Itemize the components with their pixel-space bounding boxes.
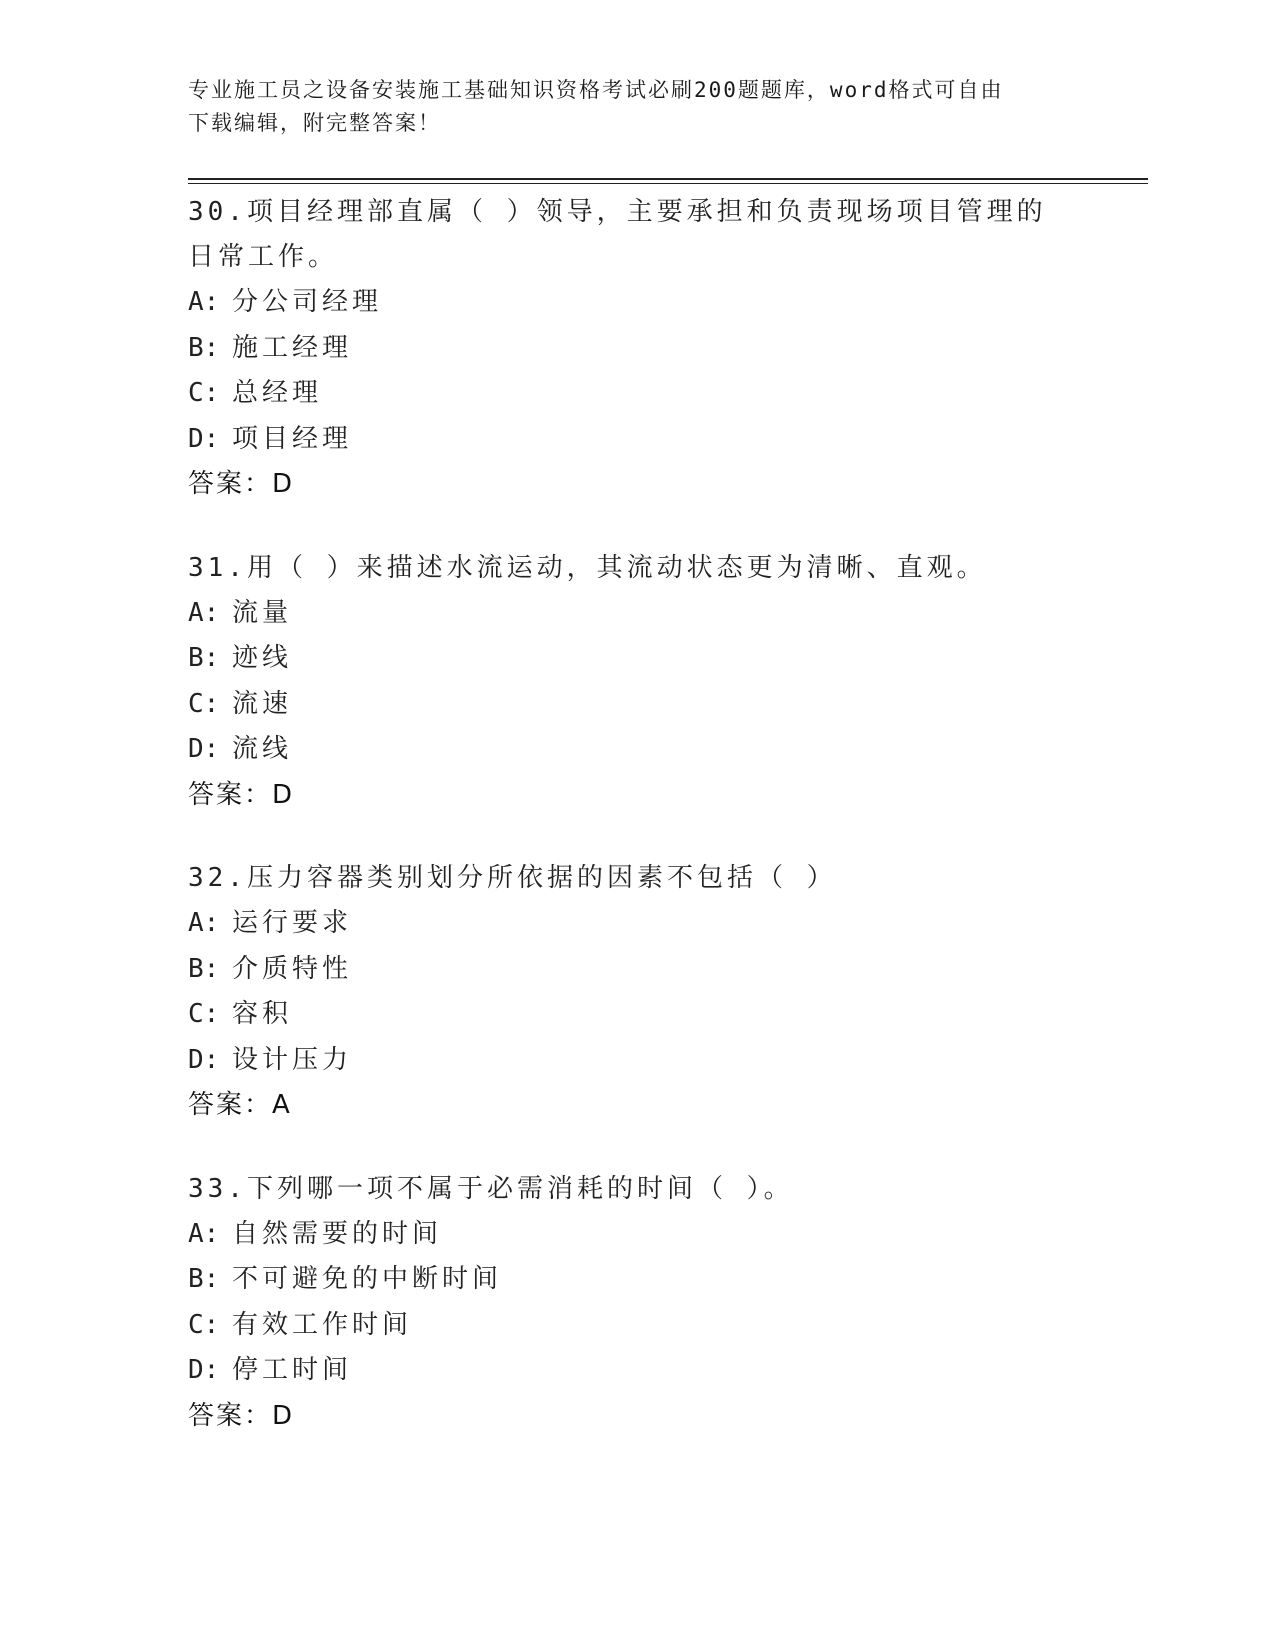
option-text: 设计压力: [232, 1044, 353, 1075]
answer-line: 答案：D: [188, 1400, 295, 1431]
option-c: [188, 371, 1068, 417]
option-letter: B:: [188, 643, 220, 673]
question-stem: 33.下列哪一项不属于必需消耗的时间（ ）。: [188, 1173, 794, 1204]
option-letter: D:: [188, 734, 220, 764]
option-text: 分公司经理: [232, 287, 383, 317]
header-line-1: 专业施工员之设备安装施工基础知识资格考试必刷200题题库，word格式可自由: [188, 78, 1004, 102]
option-b: [188, 326, 1068, 372]
option-text: 容积: [232, 999, 293, 1029]
header-divider-thin: [188, 183, 1148, 184]
question-list: [188, 190, 1068, 1477]
option-letter: B:: [188, 953, 220, 984]
option-b: [188, 947, 1068, 993]
option-text: 停工时间: [232, 1355, 353, 1385]
option-text: 总经理: [232, 378, 323, 408]
header-divider-thick: [188, 178, 1148, 180]
question-stem: 30.项目经理部直属（ ）领导，主要承担和负责现场项目管理的日常工作。: [188, 197, 1047, 272]
option-text: 介质特性: [232, 953, 353, 984]
answer-line: 答案：D: [188, 779, 295, 810]
header-line-2: 下载编辑，附完整答案！: [188, 111, 441, 135]
option-text: 有效工作时间: [232, 1309, 413, 1340]
option-letter: A:: [188, 908, 220, 938]
option-text: 施工经理: [232, 332, 353, 363]
option-text: 流线: [232, 734, 293, 764]
option-text: 不可避免的中断时间: [232, 1264, 503, 1294]
option-text: 流量: [232, 597, 293, 628]
option-letter: C:: [188, 999, 220, 1029]
option-text: 自然需要的时间: [232, 1218, 443, 1249]
question-30: [188, 190, 1068, 508]
option-a: [188, 901, 1068, 947]
option-a: [188, 280, 1068, 326]
option-letter: D:: [188, 423, 220, 454]
option-c: [188, 682, 1068, 728]
option-text: 项目经理: [232, 423, 353, 454]
option-b: [188, 636, 1068, 682]
question-stem: 32.压力容器类别划分所依据的因素不包括（ ）: [188, 863, 837, 893]
option-letter: A:: [188, 287, 220, 317]
option-letter: B:: [188, 1264, 220, 1294]
option-c: [188, 992, 1068, 1038]
option-letter: C:: [188, 378, 220, 408]
option-letter: D:: [188, 1355, 220, 1385]
option-letter: C:: [188, 1309, 220, 1340]
answer-line: 答案：A: [188, 1090, 292, 1120]
option-letter: D:: [188, 1044, 220, 1075]
question-31: [188, 546, 1068, 819]
option-a: [188, 591, 1068, 637]
option-d: [188, 1348, 1068, 1394]
option-c: [188, 1303, 1068, 1349]
document-header: [188, 74, 1068, 140]
option-letter: A:: [188, 597, 220, 628]
question-stem: 31.用（ ）来描述水流运动，其流动状态更为清晰、直观。: [188, 552, 987, 583]
option-text: 迹线: [232, 643, 293, 673]
answer-line: 答案：D: [188, 469, 295, 499]
question-33: [188, 1167, 1068, 1440]
option-text: 运行要求: [232, 908, 353, 938]
option-d: [188, 727, 1068, 773]
option-letter: B:: [188, 332, 220, 363]
option-d: [188, 1038, 1068, 1084]
option-text: 流速: [232, 688, 293, 719]
question-32: [188, 856, 1068, 1129]
option-letter: A:: [188, 1218, 220, 1249]
option-d: [188, 417, 1068, 463]
option-a: [188, 1212, 1068, 1258]
option-b: [188, 1257, 1068, 1303]
option-letter: C:: [188, 688, 220, 719]
